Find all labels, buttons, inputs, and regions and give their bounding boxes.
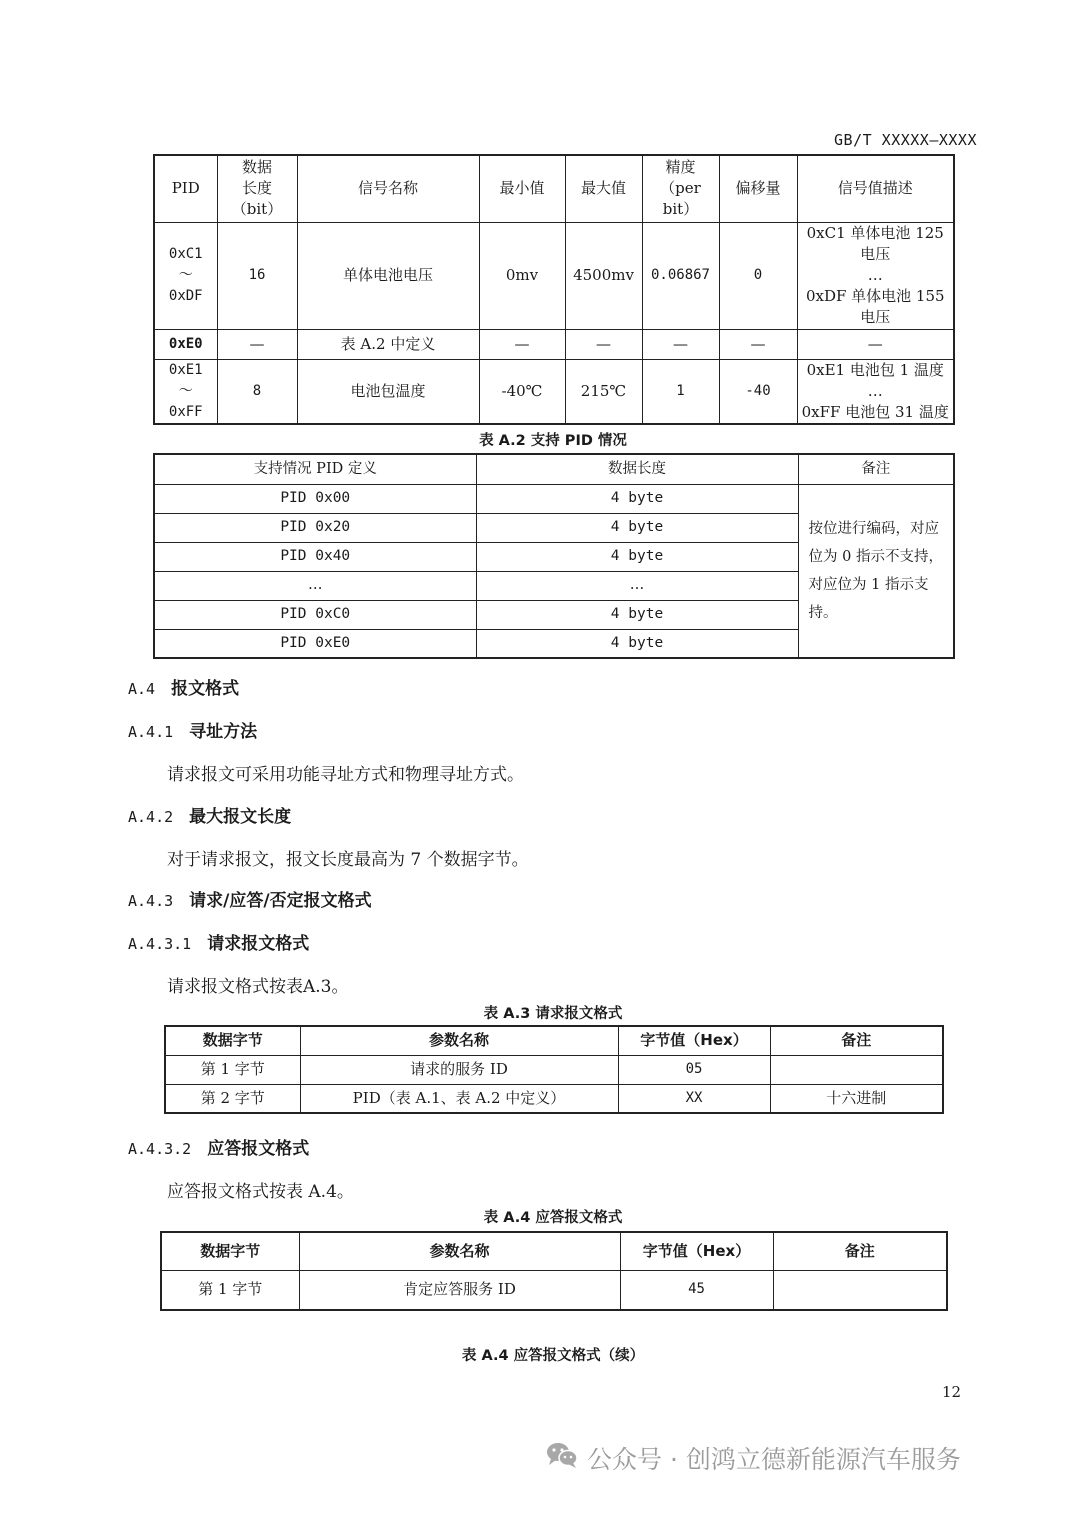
table-row: [161, 1270, 947, 1310]
cell: 0xC1 单体电池 125 电压 … 0xDF 单体电池 155 电压: [797, 222, 954, 329]
table-row: [154, 222, 954, 329]
cell: 0.06867: [642, 222, 719, 329]
pid-definition-table: [153, 154, 955, 425]
cell: 1: [642, 359, 719, 424]
cell: 表 A.2 中定义: [297, 329, 479, 359]
col-remark: 备注: [798, 454, 954, 484]
cell: 请求的服务 ID: [300, 1055, 618, 1084]
section-a42-heading: A.4.2 最大报文长度: [128, 807, 292, 827]
cell: —: [217, 329, 297, 359]
watermark-text: 公众号 · 创鸿立德新能源汽车服务: [587, 1445, 961, 1474]
col-precision: 精度 （per bit）: [642, 155, 719, 222]
table-row: [165, 1084, 943, 1113]
table-row: [165, 1055, 943, 1084]
col-signal-name: 信号名称: [297, 155, 479, 222]
table-header-row: [154, 155, 954, 222]
col-param-name: 参数名称: [299, 1232, 620, 1270]
col-byte-value: 字节值（Hex）: [618, 1026, 770, 1055]
section-a42-body: 对于请求报文，报文长度最高为 7 个数据字节。: [167, 850, 529, 870]
col-remark: 备注: [773, 1232, 947, 1270]
section-a43-heading: A.4.3 请求/应答/否定报文格式: [128, 891, 372, 911]
cell: PID（表 A.1、表 A.2 中定义）: [300, 1084, 618, 1113]
section-a431-heading: A.4.3.1 请求报文格式: [128, 934, 310, 954]
cell: 单体电池电压: [297, 222, 479, 329]
table-a3-caption: 表 A.3 请求报文格式: [483, 1006, 623, 1022]
col-pid-def: 支持情况 PID 定义: [154, 454, 476, 484]
cell: 0xE1 电池包 1 温度 … 0xFF 电池包 31 温度: [797, 359, 954, 424]
cell: 0: [719, 222, 797, 329]
cell: [773, 1270, 947, 1310]
cell: 4 byte: [476, 629, 798, 658]
table-header-row: [165, 1026, 943, 1055]
cell: 0xC1 ～ 0xDF: [154, 222, 217, 329]
cell: -40: [719, 359, 797, 424]
table-header-row: [154, 454, 954, 484]
cell: …: [476, 571, 798, 600]
col-data-length: 数据长度: [476, 454, 798, 484]
col-data-length: 数据 长度 （bit）: [217, 155, 297, 222]
cell: 4 byte: [476, 484, 798, 513]
cell: XX: [618, 1084, 770, 1113]
cell: 16: [217, 222, 297, 329]
cell: 05: [618, 1055, 770, 1084]
cell: 4500mv: [565, 222, 642, 329]
cell: 0xE0: [154, 329, 217, 359]
col-max: 最大值: [565, 155, 642, 222]
col-min: 最小值: [479, 155, 565, 222]
cell: PID 0xC0: [154, 600, 476, 629]
section-a4-heading: A.4 报文格式: [128, 679, 240, 699]
col-byte-value: 字节值（Hex）: [620, 1232, 773, 1270]
table-header-row: [161, 1232, 947, 1270]
table-a2: [153, 453, 955, 659]
cell: —: [565, 329, 642, 359]
col-offset: 偏移量: [719, 155, 797, 222]
col-signal-desc: 信号值描述: [797, 155, 954, 222]
table-a3: [164, 1025, 944, 1114]
cell: PID 0x40: [154, 542, 476, 571]
cell: 第 1 字节: [161, 1270, 299, 1310]
col-data-byte: 数据字节: [161, 1232, 299, 1270]
cell: [770, 1055, 943, 1084]
section-a431-body: 请求报文格式按表A.3。: [167, 977, 349, 997]
table-row: [154, 484, 954, 513]
cell: —: [719, 329, 797, 359]
cell: PID 0x00: [154, 484, 476, 513]
cell: —: [642, 329, 719, 359]
section-a432-body: 应答报文格式按表 A.4。: [167, 1182, 354, 1202]
cell: 45: [620, 1270, 773, 1310]
cell: 第 2 字节: [165, 1084, 300, 1113]
col-remark: 备注: [770, 1026, 943, 1055]
cell: 215℃: [565, 359, 642, 424]
wechat-icon: [545, 1440, 579, 1476]
cell: 0xE1 ～ 0xFF: [154, 359, 217, 424]
table-a4-cont-caption: 表 A.4 应答报文格式（续）: [461, 1348, 645, 1364]
cell: 0mv: [479, 222, 565, 329]
cell: 十六进制: [770, 1084, 943, 1113]
cell: 8: [217, 359, 297, 424]
cell: 第 1 字节: [165, 1055, 300, 1084]
table-a4-caption: 表 A.4 应答报文格式: [483, 1210, 623, 1226]
col-data-byte: 数据字节: [165, 1026, 300, 1055]
watermark: [545, 1440, 961, 1476]
cell: 4 byte: [476, 513, 798, 542]
section-a432-heading: A.4.3.2 应答报文格式: [128, 1139, 310, 1159]
col-param-name: 参数名称: [300, 1026, 618, 1055]
cell: …: [154, 571, 476, 600]
col-pid: PID: [154, 155, 217, 222]
cell: 电池包温度: [297, 359, 479, 424]
cell: -40℃: [479, 359, 565, 424]
table-row: [154, 329, 954, 359]
table-a2-caption: 表 A.2 支持 PID 情况: [479, 433, 627, 449]
section-a41-body: 请求报文可采用功能寻址方式和物理寻址方式。: [167, 765, 524, 785]
table-row: [154, 359, 954, 424]
cell: 4 byte: [476, 600, 798, 629]
document-number: GB/T XXXXX—XXXX: [834, 131, 977, 149]
table-a2-note: 按位进行编码，对应位为 0 指示不支持，对应位为 1 指示支持。: [798, 484, 954, 658]
page-number: 12: [942, 1383, 962, 1401]
cell: 肯定应答服务 ID: [299, 1270, 620, 1310]
cell: —: [479, 329, 565, 359]
cell: PID 0xE0: [154, 629, 476, 658]
section-a41-heading: A.4.1 寻址方法: [128, 722, 258, 742]
table-a4: [160, 1231, 948, 1311]
cell: —: [797, 329, 954, 359]
cell: 4 byte: [476, 542, 798, 571]
cell: PID 0x20: [154, 513, 476, 542]
